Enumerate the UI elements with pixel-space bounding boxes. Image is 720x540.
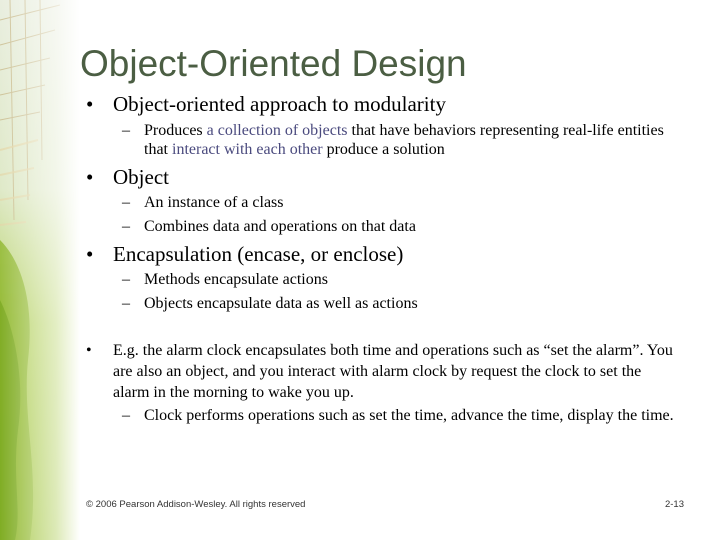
sub-bullet-clock-performs: [122, 406, 682, 426]
dash-icon: –: [122, 122, 130, 139]
slide-title: Object-Oriented Design: [80, 43, 467, 84]
dash-icon: –: [122, 271, 130, 288]
sub-bullet-produces: [122, 121, 682, 159]
dash-icon: –: [122, 218, 130, 235]
dash-icon: –: [122, 194, 130, 211]
bullet-icon: •: [86, 92, 94, 116]
bullet-example-alarm-clock: [86, 340, 696, 426]
bullet-icon: •: [86, 165, 94, 189]
sub-bullet-text: Methods encapsulate actions: [144, 271, 328, 288]
sub-bullet-combines: [122, 217, 682, 236]
bullet-text: Object: [113, 165, 169, 189]
footer-copyright: © 2006 Pearson Addison-Wesley. All rights reserved: [86, 499, 306, 510]
sub-bullet-text: Combines data and operations on that data: [144, 218, 416, 235]
decorative-side-image: [0, 0, 80, 540]
sub-bullet-text: Clock performs operations such as set the time, advance the time, display the time.: [144, 407, 674, 424]
sub-bullet-instance: [122, 193, 682, 212]
bullet-icon: •: [86, 242, 94, 266]
sub-bullet-objects: [122, 294, 682, 313]
sub-bullet-text: An instance of a class: [144, 194, 284, 211]
text-part: produce a solution: [322, 141, 445, 158]
dash-icon: –: [122, 295, 130, 312]
highlight-interact-with-each-other: interact with each other: [172, 141, 323, 158]
sub-bullet-methods: [122, 270, 682, 289]
bullet-text: Object-oriented approach to modularity: [113, 92, 446, 116]
decorative-side-image-graphic: [0, 0, 80, 540]
sub-bullet-text: Objects encapsulate data as well as actions: [144, 295, 418, 312]
dash-icon: –: [122, 407, 130, 424]
sub-bullet-text: [144, 121, 682, 159]
text-part: that have behaviors representing real-life entities that: [144, 122, 664, 158]
text-part: Produces: [144, 122, 207, 139]
page-number: 2-13: [664, 499, 684, 510]
bullet-icon: •: [86, 342, 92, 359]
bullet-text: Encapsulation (encase, or enclose): [113, 242, 404, 266]
example-text: E.g. the alarm clock encapsulates both time and operations such as “set the alarm”. You are also an object, and you interact with alarm clock by request the clock to set the alarm in the morning to wake you up.: [113, 342, 673, 401]
highlight-collection-of-objects: a collection of objects: [206, 122, 348, 139]
